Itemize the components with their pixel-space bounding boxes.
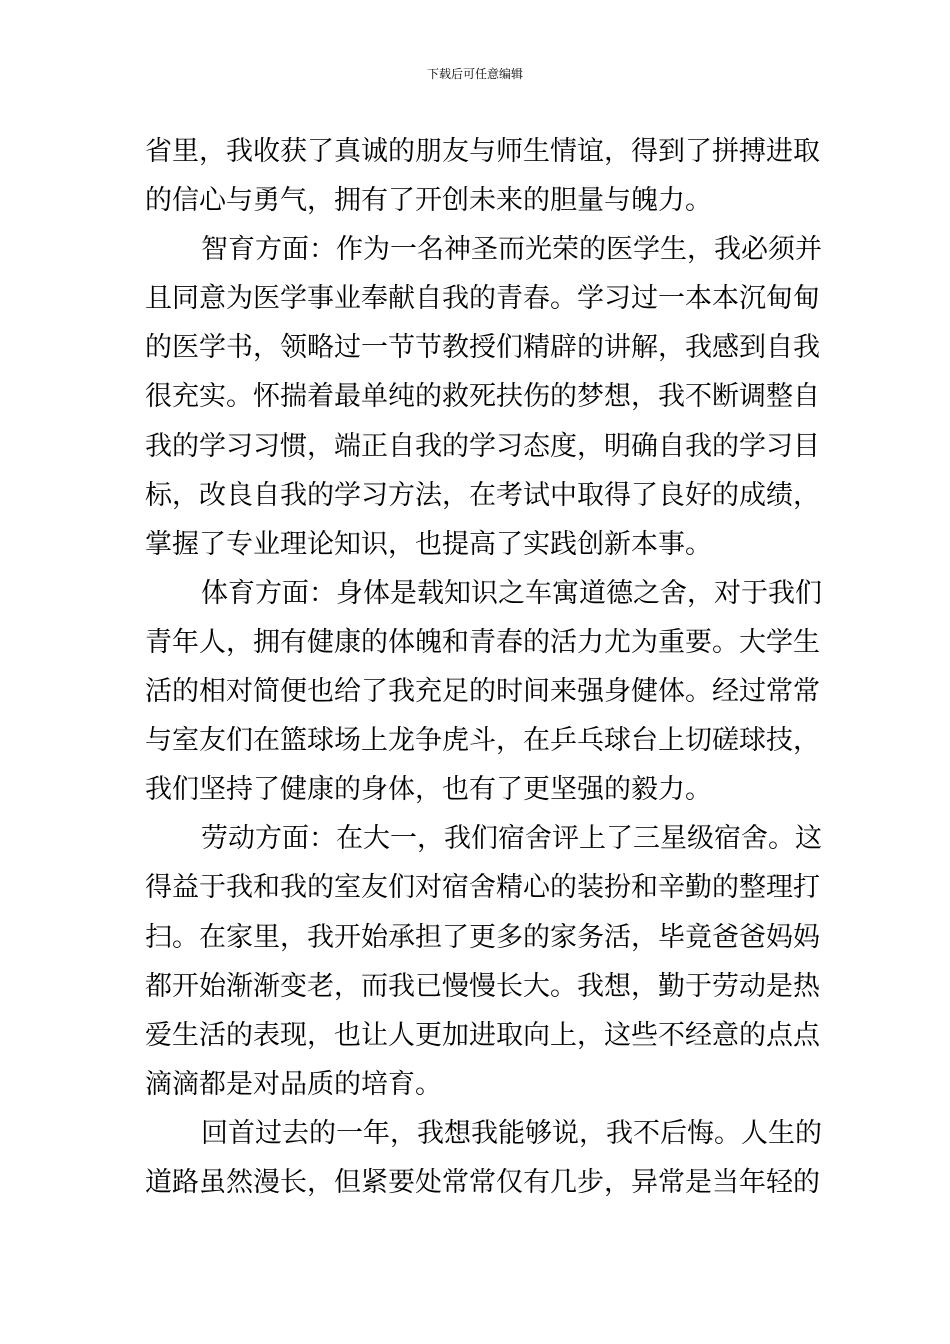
text-line: 且同意为医学事业奉献自我的青春。学习过一本本沉甸甸 <box>145 283 820 315</box>
text-line: 标，改良自我的学习方法，在考试中取得了良好的成绩， <box>145 479 820 511</box>
text-line: 省里，我收获了真诚的朋友与师生情谊，得到了拼搏进取 <box>145 136 820 167</box>
paragraph <box>145 225 822 569</box>
page-header: 下载后可任意编辑 <box>426 67 523 81</box>
document-body <box>145 127 822 1207</box>
text-line: 与室友们在篮球场上龙争虎斗，在乒乓球台上切磋球技， <box>145 725 820 757</box>
text-line: 青年人，拥有健康的体魄和青春的活力尤为重要。大学生 <box>145 626 820 658</box>
text-line: 活的相对简便也给了我充足的时间来强身健体。经过常常 <box>145 676 820 708</box>
text-line: 扫。在家里，我开始承担了更多的家务活，毕竟爸爸妈妈 <box>145 921 820 953</box>
text-line: 道路虽然漫长，但紧要处常常仅有几步，异常是当年轻的 <box>145 1166 820 1198</box>
text-line: 的医学书，领略过一节节教授们精辟的讲解，我感到自我 <box>145 332 820 364</box>
text-line: 都开始渐渐变老，而我已慢慢长大。我想，勤于劳动是热 <box>145 970 820 1002</box>
text-line: 的信心与勇气，拥有了开创未来的胆量与魄力。 <box>145 185 712 217</box>
text-line: 劳动方面：在大一，我们宿舍评上了三星级宿舍。这 <box>201 823 822 855</box>
paragraph <box>145 127 820 225</box>
paragraph <box>145 569 822 814</box>
paragraph <box>145 1109 822 1207</box>
text-line: 智育方面：作为一名神圣而光荣的医学生，我必须并 <box>201 234 822 266</box>
text-line: 掌握了专业理论知识，也提高了实践创新本事。 <box>145 528 712 560</box>
text-line: 滴滴都是对品质的培育。 <box>145 1068 442 1100</box>
text-line: 爱生活的表现，也让人更加进取向上，这些不经意的点点 <box>145 1019 820 1051</box>
text-line: 我的学习习惯，端正自我的学习态度，明确自我的学习目 <box>145 430 820 462</box>
text-line: 很充实。怀揣着最单纯的救死扶伤的梦想，我不断调整自 <box>145 381 820 413</box>
text-line: 我们坚持了健康的身体，也有了更坚强的毅力。 <box>145 774 712 806</box>
text-line: 得益于我和我的室友们对宿舍精心的装扮和辛勤的整理打 <box>145 872 820 904</box>
text-line: 回首过去的一年，我想我能够说，我不后悔。人生的 <box>201 1117 822 1149</box>
text-line: 体育方面：身体是载知识之车寓道德之舍，对于我们 <box>201 577 822 609</box>
paragraph <box>145 814 822 1109</box>
